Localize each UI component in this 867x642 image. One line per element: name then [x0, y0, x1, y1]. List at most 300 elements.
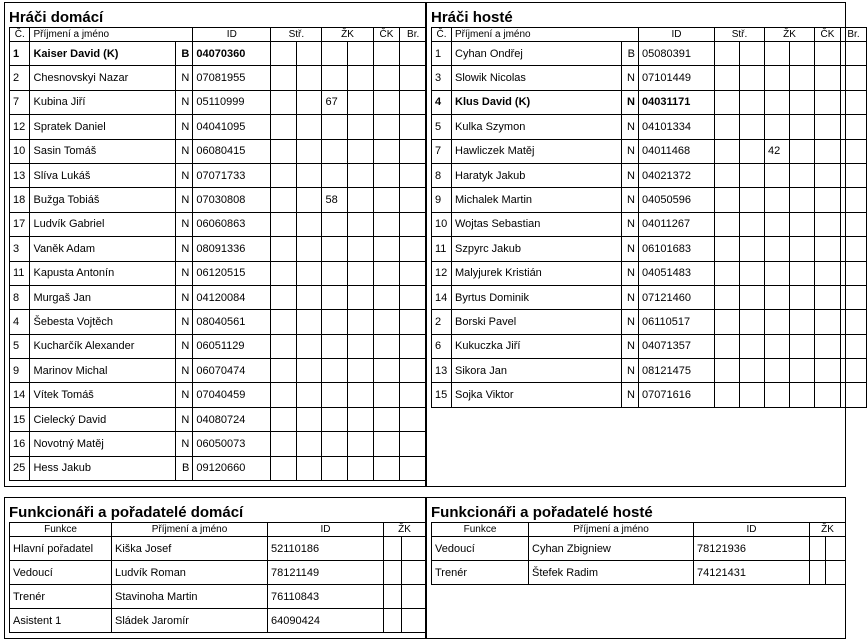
player-name: Kubina Jiří — [30, 90, 175, 114]
player-row — [432, 90, 867, 114]
substitution-cell-2 — [740, 42, 765, 66]
player-position: N — [175, 66, 192, 90]
player-row — [10, 359, 427, 383]
col-name: Příjmení a jméno — [452, 28, 639, 42]
official-id: 78121149 — [268, 561, 384, 585]
official-yellow-card — [384, 561, 402, 585]
yellow-card-cell — [322, 261, 348, 285]
home-players-panel — [4, 2, 426, 487]
official-role: Trenér — [432, 561, 529, 585]
player-row — [10, 163, 427, 187]
official-yellow-card — [384, 537, 402, 561]
player-position: N — [622, 285, 639, 309]
substitution-cell — [715, 237, 740, 261]
yellow-card-cell — [322, 432, 348, 456]
player-row — [432, 139, 867, 163]
player-row — [432, 115, 867, 139]
yellow-card-cell — [322, 359, 348, 383]
red-card-cell — [815, 334, 841, 358]
substitution-cell-2 — [740, 115, 765, 139]
player-id: 06120515 — [193, 261, 271, 285]
away-players-header — [432, 28, 867, 42]
player-position: N — [622, 115, 639, 139]
player-number: 16 — [10, 432, 30, 456]
player-number: 12 — [432, 261, 452, 285]
yellow-card-cell — [322, 334, 348, 358]
official-row — [10, 537, 426, 561]
official-row — [10, 585, 426, 609]
official-row — [432, 561, 846, 585]
substitution-cell — [271, 359, 297, 383]
yellow-card-cell-2 — [348, 334, 374, 358]
player-position: N — [622, 383, 639, 407]
red-card-cell — [373, 237, 400, 261]
red-card-cell — [815, 212, 841, 236]
substitution-cell-2 — [740, 90, 765, 114]
player-number: 1 — [10, 42, 30, 66]
goals-cell — [400, 163, 427, 187]
away-officials-panel — [426, 497, 846, 639]
yellow-card-cell — [765, 334, 790, 358]
player-name: Malyjurek Kristián — [452, 261, 622, 285]
player-number: 3 — [432, 66, 452, 90]
yellow-card-cell-2 — [348, 456, 374, 480]
official-yellow-card — [384, 585, 402, 609]
substitution-cell — [271, 285, 297, 309]
player-position: N — [175, 285, 192, 309]
substitution-cell — [715, 66, 740, 90]
player-number: 3 — [10, 237, 30, 261]
official-id: 74121431 — [694, 561, 810, 585]
goals-cell — [841, 212, 867, 236]
player-id: 08091336 — [193, 237, 271, 261]
player-number: 5 — [432, 115, 452, 139]
red-card-cell — [815, 285, 841, 309]
red-card-cell — [373, 261, 400, 285]
goals-cell — [400, 285, 427, 309]
player-position: B — [175, 456, 192, 480]
substitution-cell — [271, 90, 297, 114]
official-name: Ludvík Roman — [112, 561, 268, 585]
red-card-cell — [373, 359, 400, 383]
player-row — [10, 115, 427, 139]
player-number: 11 — [10, 261, 30, 285]
red-card-cell — [815, 115, 841, 139]
player-position: N — [175, 432, 192, 456]
yellow-card-cell-2 — [790, 334, 815, 358]
substitution-cell-2 — [740, 139, 765, 163]
official-name: Sládek Jaromír — [112, 609, 268, 633]
red-card-cell — [373, 432, 400, 456]
substitution-cell — [715, 115, 740, 139]
player-id: 04011267 — [639, 212, 715, 236]
substitution-cell — [271, 261, 297, 285]
player-row — [10, 66, 427, 90]
player-position: N — [175, 261, 192, 285]
substitution-cell-2 — [740, 188, 765, 212]
player-position: N — [622, 188, 639, 212]
player-id: 07081955 — [193, 66, 271, 90]
player-row — [432, 310, 867, 334]
yellow-card-cell-2 — [790, 359, 815, 383]
player-position: N — [175, 407, 192, 431]
yellow-card-cell-2 — [790, 285, 815, 309]
official-yellow-card — [384, 609, 402, 633]
official-yellow-card-2 — [402, 585, 426, 609]
yellow-card-cell-2 — [790, 212, 815, 236]
player-row — [10, 90, 427, 114]
yellow-card-cell-2 — [348, 285, 374, 309]
substitution-cell-2 — [296, 237, 322, 261]
player-name: Wojtas Sebastian — [452, 212, 622, 236]
yellow-card-cell-2 — [348, 115, 374, 139]
substitution-cell-2 — [740, 334, 765, 358]
substitution-cell-2 — [740, 66, 765, 90]
player-position: N — [622, 334, 639, 358]
yellow-card-cell — [765, 163, 790, 187]
substitution-cell — [271, 237, 297, 261]
red-card-cell — [373, 139, 400, 163]
yellow-card-cell-2 — [790, 115, 815, 139]
yellow-card-cell: 42 — [765, 139, 790, 163]
col-zk: ŽK — [810, 523, 846, 537]
red-card-cell — [373, 188, 400, 212]
substitution-cell — [271, 407, 297, 431]
away-players-table — [431, 27, 867, 408]
goals-cell — [400, 66, 427, 90]
substitution-cell-2 — [740, 383, 765, 407]
yellow-card-cell — [765, 90, 790, 114]
player-number: 4 — [10, 310, 30, 334]
yellow-card-cell — [322, 115, 348, 139]
substitution-cell-2 — [296, 115, 322, 139]
goals-cell — [841, 334, 867, 358]
player-id: 06060863 — [193, 212, 271, 236]
official-yellow-card — [810, 537, 826, 561]
player-position: N — [622, 261, 639, 285]
player-position: N — [175, 237, 192, 261]
red-card-cell — [815, 139, 841, 163]
player-number: 10 — [432, 212, 452, 236]
goals-cell — [841, 285, 867, 309]
player-row — [10, 334, 427, 358]
player-number: 15 — [10, 407, 30, 431]
yellow-card-cell-2 — [348, 139, 374, 163]
goals-cell — [400, 212, 427, 236]
player-row — [10, 407, 427, 431]
player-number: 17 — [10, 212, 30, 236]
official-yellow-card-2 — [402, 537, 426, 561]
goals-cell — [841, 237, 867, 261]
goals-cell — [400, 139, 427, 163]
official-name: Kiška Josef — [112, 537, 268, 561]
official-yellow-card — [810, 561, 826, 585]
goals-cell — [400, 90, 427, 114]
player-number: 7 — [432, 139, 452, 163]
home-players-header — [10, 28, 427, 42]
col-zk: ŽK — [384, 523, 426, 537]
col-role: Funkce — [10, 523, 112, 537]
player-number: 5 — [10, 334, 30, 358]
player-position: B — [622, 42, 639, 66]
yellow-card-cell — [322, 139, 348, 163]
substitution-cell-2 — [296, 42, 322, 66]
substitution-cell-2 — [740, 285, 765, 309]
player-number: 8 — [10, 285, 30, 309]
player-number: 8 — [432, 163, 452, 187]
player-row — [432, 66, 867, 90]
player-number: 13 — [432, 359, 452, 383]
player-name: Sikora Jan — [452, 359, 622, 383]
col-num: Č. — [432, 28, 452, 42]
player-row — [432, 261, 867, 285]
substitution-cell — [271, 456, 297, 480]
player-number: 6 — [432, 334, 452, 358]
yellow-card-cell-2 — [790, 42, 815, 66]
yellow-card-cell — [765, 42, 790, 66]
player-name: Kapusta Antonín — [30, 261, 175, 285]
player-row — [432, 237, 867, 261]
substitution-cell-2 — [296, 261, 322, 285]
player-name: Szpyrc Jakub — [452, 237, 622, 261]
yellow-card-cell-2 — [790, 261, 815, 285]
yellow-card-cell — [322, 42, 348, 66]
yellow-card-cell: 58 — [322, 188, 348, 212]
substitution-cell-2 — [296, 310, 322, 334]
yellow-card-cell — [322, 383, 348, 407]
player-number: 14 — [432, 285, 452, 309]
substitution-cell — [715, 139, 740, 163]
col-id: ID — [268, 523, 384, 537]
substitution-cell — [271, 432, 297, 456]
goals-cell — [400, 383, 427, 407]
substitution-cell — [271, 334, 297, 358]
yellow-card-cell — [322, 163, 348, 187]
player-id: 06080415 — [193, 139, 271, 163]
player-name: Klus David (K) — [452, 90, 622, 114]
player-name: Kulka Szymon — [452, 115, 622, 139]
substitution-cell — [715, 359, 740, 383]
red-card-cell — [373, 163, 400, 187]
player-id: 04050596 — [639, 188, 715, 212]
player-number: 2 — [432, 310, 452, 334]
yellow-card-cell — [765, 359, 790, 383]
yellow-card-cell-2 — [348, 163, 374, 187]
yellow-card-cell — [765, 383, 790, 407]
yellow-card-cell — [322, 212, 348, 236]
player-position: N — [175, 359, 192, 383]
substitution-cell — [271, 66, 297, 90]
yellow-card-cell — [322, 407, 348, 431]
substitution-cell — [715, 310, 740, 334]
substitution-cell-2 — [740, 359, 765, 383]
red-card-cell — [815, 383, 841, 407]
player-position: N — [622, 66, 639, 90]
substitution-cell-2 — [296, 188, 322, 212]
player-id: 04070360 — [193, 42, 271, 66]
player-id: 04120084 — [193, 285, 271, 309]
goals-cell — [841, 66, 867, 90]
yellow-card-cell-2 — [790, 237, 815, 261]
player-position: N — [622, 90, 639, 114]
col-zk: ŽK — [765, 28, 815, 42]
yellow-card-cell-2 — [348, 188, 374, 212]
yellow-card-cell — [765, 237, 790, 261]
player-id: 05080391 — [639, 42, 715, 66]
player-id: 04011468 — [639, 139, 715, 163]
player-name: Vítek Tomáš — [30, 383, 175, 407]
official-id: 76110843 — [268, 585, 384, 609]
player-id: 08121475 — [639, 359, 715, 383]
player-number: 11 — [432, 237, 452, 261]
yellow-card-cell-2 — [348, 383, 374, 407]
player-name: Marinov Michal — [30, 359, 175, 383]
goals-cell — [841, 359, 867, 383]
yellow-card-cell — [765, 261, 790, 285]
goals-cell — [400, 237, 427, 261]
player-row — [432, 359, 867, 383]
substitution-cell-2 — [296, 285, 322, 309]
player-number: 4 — [432, 90, 452, 114]
yellow-card-cell-2 — [348, 66, 374, 90]
red-card-cell — [815, 163, 841, 187]
player-name: Šebesta Vojtěch — [30, 310, 175, 334]
official-role: Vedoucí — [10, 561, 112, 585]
yellow-card-cell-2 — [348, 310, 374, 334]
player-number: 12 — [10, 115, 30, 139]
col-br: Br. — [841, 28, 867, 42]
player-name: Novotný Matěj — [30, 432, 175, 456]
official-row — [432, 537, 846, 561]
substitution-cell-2 — [740, 212, 765, 236]
col-name: Příjmení a jméno — [529, 523, 694, 537]
yellow-card-cell — [765, 285, 790, 309]
yellow-card-cell — [322, 456, 348, 480]
player-number: 13 — [10, 163, 30, 187]
player-id: 04021372 — [639, 163, 715, 187]
player-position: N — [175, 212, 192, 236]
player-id: 06070474 — [193, 359, 271, 383]
yellow-card-cell — [322, 237, 348, 261]
player-number: 18 — [10, 188, 30, 212]
home-officials-title: Funkcionáři a pořadatelé domácí — [9, 504, 244, 521]
player-row — [10, 285, 427, 309]
home-players-title: Hráči domácí — [9, 9, 104, 26]
player-id: 04080724 — [193, 407, 271, 431]
substitution-cell-2 — [296, 383, 322, 407]
yellow-card-cell — [765, 188, 790, 212]
substitution-cell — [715, 163, 740, 187]
substitution-cell-2 — [296, 90, 322, 114]
substitution-cell-2 — [296, 139, 322, 163]
substitution-cell-2 — [740, 261, 765, 285]
substitution-cell-2 — [296, 163, 322, 187]
substitution-cell — [271, 212, 297, 236]
goals-cell — [841, 261, 867, 285]
player-name: Kukuczka Jiří — [452, 334, 622, 358]
substitution-cell-2 — [740, 163, 765, 187]
substitution-cell — [271, 115, 297, 139]
yellow-card-cell — [322, 285, 348, 309]
substitution-cell-2 — [296, 432, 322, 456]
goals-cell — [400, 359, 427, 383]
yellow-card-cell-2 — [790, 90, 815, 114]
player-name: Ludvík Gabriel — [30, 212, 175, 236]
yellow-card-cell — [765, 115, 790, 139]
yellow-card-cell: 67 — [322, 90, 348, 114]
col-ck: ČK — [815, 28, 841, 42]
player-id: 06101683 — [639, 237, 715, 261]
player-row — [10, 139, 427, 163]
substitution-cell — [715, 261, 740, 285]
official-yellow-card-2 — [826, 537, 846, 561]
col-role: Funkce — [432, 523, 529, 537]
official-row — [10, 561, 426, 585]
red-card-cell — [815, 237, 841, 261]
player-row — [432, 334, 867, 358]
yellow-card-cell — [765, 310, 790, 334]
yellow-card-cell — [322, 66, 348, 90]
red-card-cell — [373, 334, 400, 358]
official-yellow-card-2 — [402, 561, 426, 585]
player-id: 04051483 — [639, 261, 715, 285]
yellow-card-cell-2 — [348, 237, 374, 261]
goals-cell — [400, 310, 427, 334]
player-id: 04101334 — [639, 115, 715, 139]
yellow-card-cell-2 — [348, 261, 374, 285]
player-position: N — [175, 115, 192, 139]
red-card-cell — [815, 359, 841, 383]
player-name: Hawliczek Matěj — [452, 139, 622, 163]
player-position: N — [622, 212, 639, 236]
goals-cell — [400, 334, 427, 358]
yellow-card-cell-2 — [790, 188, 815, 212]
red-card-cell — [815, 188, 841, 212]
yellow-card-cell-2 — [348, 212, 374, 236]
official-yellow-card-2 — [402, 609, 426, 633]
home-officials-panel — [4, 497, 426, 639]
player-name: Cielecký David — [30, 407, 175, 431]
player-row — [432, 42, 867, 66]
goals-cell — [841, 163, 867, 187]
player-name: Sojka Viktor — [452, 383, 622, 407]
goals-cell — [841, 139, 867, 163]
player-position: B — [175, 42, 192, 66]
col-zk: ŽK — [322, 28, 373, 42]
col-id: ID — [193, 28, 271, 42]
player-name: Haratyk Jakub — [452, 163, 622, 187]
player-position: N — [175, 139, 192, 163]
official-name: Štefek Radim — [529, 561, 694, 585]
away-officials-title: Funkcionáři a pořadatelé hosté — [431, 504, 653, 521]
away-players-title: Hráči hosté — [431, 9, 513, 26]
player-row — [10, 432, 427, 456]
red-card-cell — [373, 66, 400, 90]
substitution-cell — [715, 90, 740, 114]
player-id: 07121460 — [639, 285, 715, 309]
player-name: Sasin Tomáš — [30, 139, 175, 163]
player-id: 07030808 — [193, 188, 271, 212]
official-role: Trenér — [10, 585, 112, 609]
player-name: Vaněk Adam — [30, 237, 175, 261]
player-number: 15 — [432, 383, 452, 407]
substitution-cell — [715, 212, 740, 236]
yellow-card-cell-2 — [790, 383, 815, 407]
yellow-card-cell — [765, 212, 790, 236]
col-br: Br. — [400, 28, 427, 42]
red-card-cell — [815, 310, 841, 334]
player-id: 07040459 — [193, 383, 271, 407]
